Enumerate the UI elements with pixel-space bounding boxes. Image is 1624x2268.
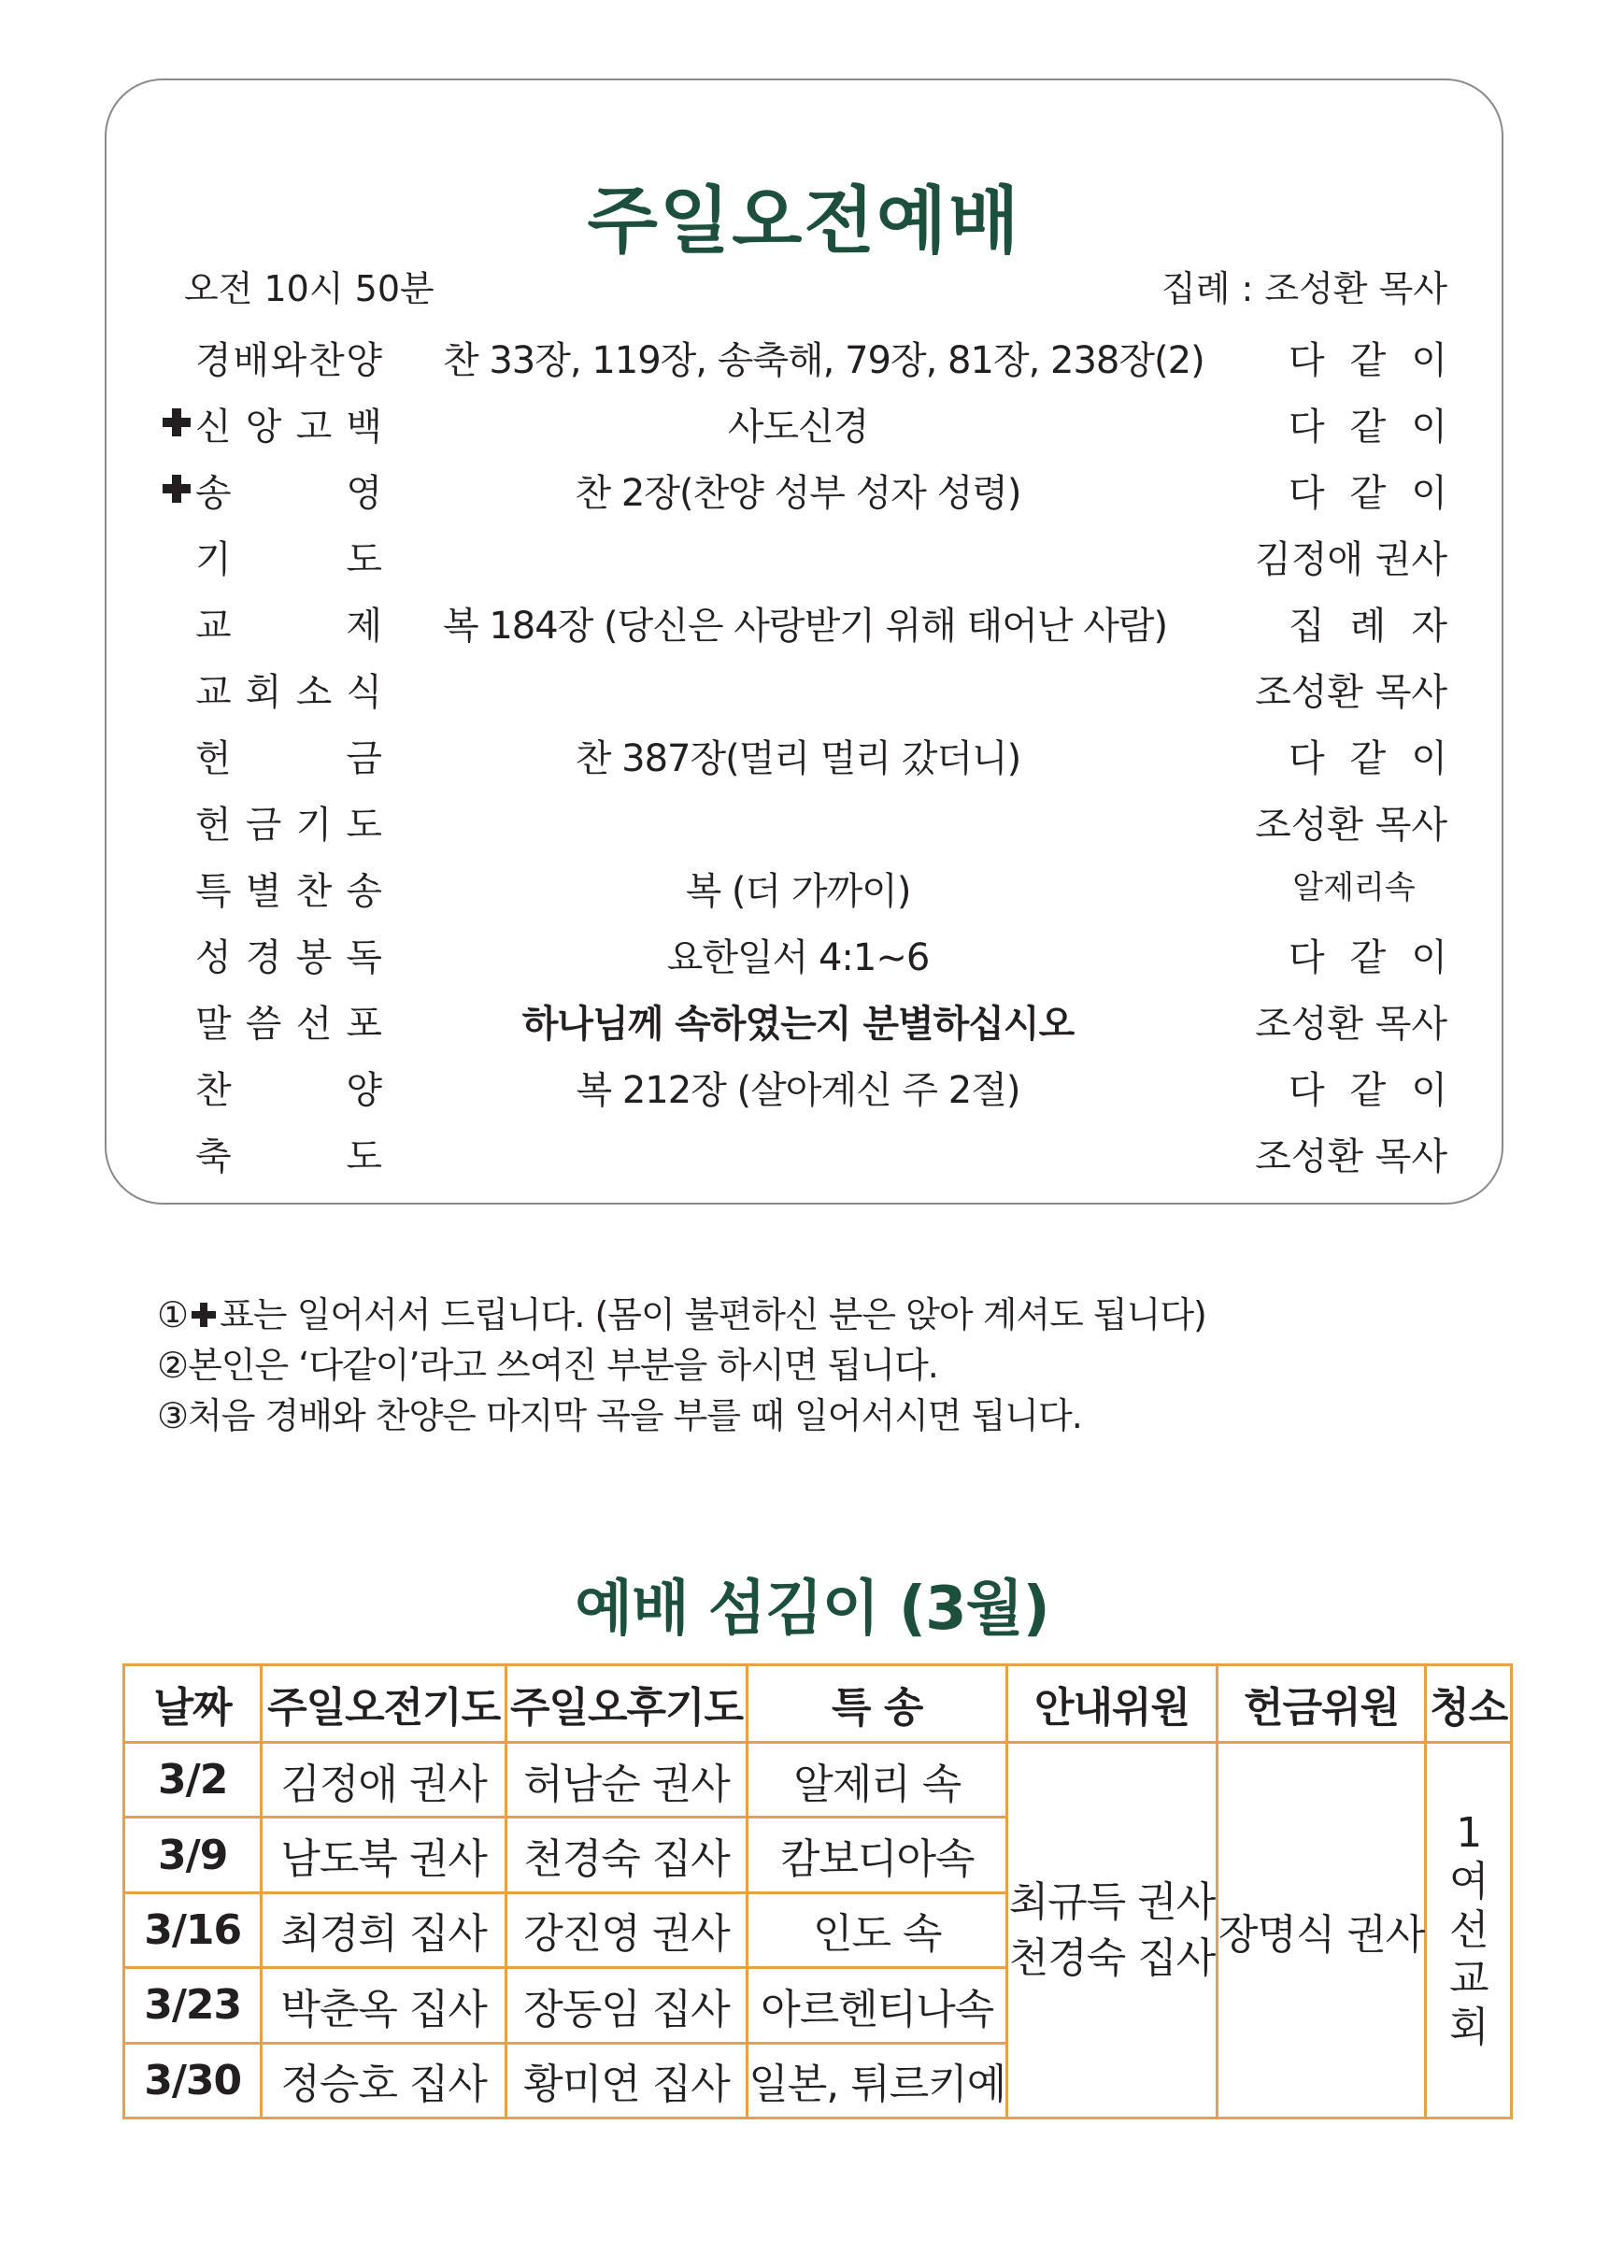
worship-title: 주일오전예배 (587, 179, 1021, 264)
order-item: 말 씀 선 포 (195, 1003, 382, 1046)
order-responsible: 다 같 이 (1289, 472, 1447, 515)
cross-icon (192, 1303, 216, 1327)
header-date: 날짜 (124, 1665, 262, 1743)
servers-title: 예배 섬김이 (3월) (575, 1575, 1049, 1644)
cell-date: 3/9 (124, 1818, 262, 1892)
table-row (124, 1743, 1512, 1818)
servers-table (122, 1663, 1513, 2119)
cell-special-song: 알제리 속 (748, 1743, 1007, 1818)
cell-offering: 장명식 권사 (1217, 1743, 1426, 2118)
order-content: 복 212장 (살아계신 주 2절) (576, 1069, 1020, 1112)
cell-cleaning (1426, 1743, 1512, 2118)
cell-am-prayer: 정승호 집사 (262, 2043, 506, 2118)
cell-special-song: 인도 속 (748, 1892, 1007, 1967)
order-item: 송 영 (195, 472, 382, 515)
header-offering: 헌금위원 (1217, 1665, 1426, 1743)
cell-am-prayer: 박춘옥 집사 (262, 1968, 506, 2043)
worship-time: 오전 10시 50분 (184, 268, 434, 309)
cleaning-char: 교 (1448, 1954, 1489, 2003)
cell-pm-prayer: 허남순 권사 (506, 1743, 747, 1818)
cell-date: 3/30 (124, 2043, 262, 2118)
cross-icon (163, 475, 191, 503)
header-cleaning: 청소 (1426, 1665, 1512, 1743)
order-item: 신 앙 고 백 (195, 406, 382, 449)
note-praise: ③처음 경배와 찬양은 마지막 곡을 부를 때 일어서시면 됩니다. (157, 1395, 1082, 1436)
order-row (107, 1061, 1502, 1117)
order-content: 복 184장 (당신은 사랑받기 위해 태어난 사람) (443, 605, 1168, 648)
order-responsible: 다 같 이 (1289, 339, 1447, 382)
cross-icon (163, 408, 191, 436)
order-responsible: 다 같 이 (1289, 737, 1447, 780)
cell-pm-prayer: 황미연 집사 (506, 2043, 747, 2118)
order-item: 헌 금 기 도 (195, 804, 382, 847)
usher-name: 천경숙 집사 (1008, 1933, 1216, 1982)
header-pm-prayer: 주일오후기도 (506, 1665, 747, 1743)
order-content: 복 (더 가까이) (685, 870, 911, 913)
usher-name: 최규득 권사 (1008, 1877, 1216, 1926)
cell-ushers (1007, 1743, 1218, 2118)
order-responsible: 조성환 목사 (1255, 671, 1447, 714)
order-responsible: 다 같 이 (1289, 1069, 1447, 1112)
order-responsible: 조성환 목사 (1255, 804, 1447, 847)
cell-am-prayer: 최경희 집사 (262, 1892, 506, 1967)
order-row (107, 729, 1502, 785)
order-row (107, 1127, 1502, 1183)
note-text: 표는 일어서서 드립니다. (몸이 불편하신 분은 앉아 계셔도 됩니다) (220, 1294, 1206, 1335)
order-content: 사도신경 (727, 406, 869, 449)
order-item: 특 별 찬 송 (195, 870, 382, 913)
order-content: 찬 2장(찬양 성부 성자 성령) (575, 472, 1021, 515)
order-responsible: 조성환 목사 (1255, 1135, 1447, 1178)
order-item: 축 도 (195, 1135, 382, 1178)
notes (157, 1290, 1206, 1441)
cell-am-prayer: 김정애 권사 (262, 1743, 506, 1818)
order-content: 요한일서 4:1~6 (666, 936, 930, 979)
order-content: 찬 387장(멀리 멀리 갔더니) (575, 737, 1021, 780)
cleaning-char: 여 (1448, 1857, 1489, 1905)
cell-pm-prayer: 천경숙 집사 (506, 1818, 747, 1892)
order-item: 교 제 (195, 605, 382, 648)
order-row (107, 530, 1502, 586)
order-row (107, 795, 1502, 851)
order-item: 경 배 와 찬 양 (195, 339, 382, 382)
order-row (107, 994, 1502, 1050)
table-header-row (124, 1665, 1512, 1743)
order-responsible: 집 례 자 (1289, 605, 1447, 648)
note-together: ②본인은 ‘다같이’라고 쓰여진 부분을 하시면 됩니다. (157, 1345, 938, 1386)
cell-date: 3/16 (124, 1892, 262, 1967)
note-number: ① (157, 1294, 189, 1335)
cleaning-char: 회 (1448, 2003, 1489, 2051)
order-row (107, 596, 1502, 652)
worship-leader: 집례 : 조성환 목사 (1161, 268, 1447, 309)
cell-special-song: 아르헨티나속 (748, 1968, 1007, 2043)
order-responsible: 다 같 이 (1289, 406, 1447, 449)
cell-special-song: 캄보디아속 (748, 1818, 1007, 1892)
order-row (107, 862, 1502, 918)
header-special-song: 특 송 (748, 1665, 1007, 1743)
cleaning-char: 선 (1448, 1905, 1489, 1954)
order-responsible: 알제리속 (1292, 869, 1416, 906)
cell-pm-prayer: 장동임 집사 (506, 1968, 747, 2043)
order-content: 하나님께 속하였는지 분별하십시오 (521, 1003, 1075, 1046)
header-am-prayer: 주일오전기도 (262, 1665, 506, 1743)
note-standing (157, 1290, 1206, 1340)
order-item: 헌 금 (195, 737, 382, 780)
order-item: 찬 양 (195, 1069, 382, 1112)
order-responsible: 다 같 이 (1289, 936, 1447, 979)
order-item: 성 경 봉 독 (195, 936, 382, 979)
cleaning-char: 1 (1456, 1808, 1482, 1857)
cell-am-prayer: 남도북 권사 (262, 1818, 506, 1892)
order-row (107, 464, 1502, 520)
cell-date: 3/2 (124, 1743, 262, 1818)
order-row (107, 928, 1502, 984)
order-responsible: 조성환 목사 (1255, 1003, 1447, 1046)
cell-pm-prayer: 강진영 권사 (506, 1892, 747, 1967)
order-item: 기 도 (195, 538, 382, 581)
order-responsible: 김정애 권사 (1255, 538, 1447, 581)
order-row (107, 663, 1502, 719)
header-ushers: 안내위원 (1007, 1665, 1218, 1743)
order-row (107, 331, 1502, 387)
cell-special-song: 일본, 튀르키예 (748, 2043, 1007, 2118)
order-content: 찬 33장, 119장, 송축해, 79장, 81장, 238장(2) (443, 339, 1204, 382)
order-row (107, 397, 1502, 453)
worship-order-box (105, 78, 1503, 1205)
order-item: 교 회 소 식 (195, 671, 382, 714)
cell-date: 3/23 (124, 1968, 262, 2043)
